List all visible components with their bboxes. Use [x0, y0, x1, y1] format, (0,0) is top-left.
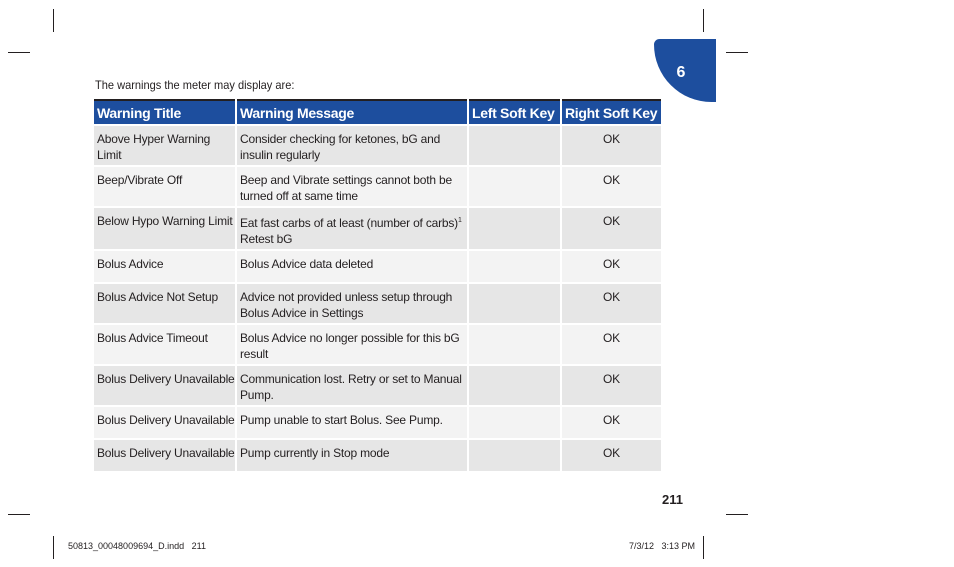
- table-header-row: [94, 100, 661, 125]
- intro-text: The warnings the meter may display are:: [95, 78, 295, 92]
- right-soft-key-cell: OK: [561, 207, 661, 250]
- warning-title-cell: Bolus Delivery Unavailable: [94, 406, 236, 439]
- table-row: [94, 439, 661, 471]
- warning-message-cell: Pump unable to start Bolus. See Pump.: [236, 406, 468, 439]
- warning-message-cell: [236, 207, 468, 250]
- warning-title-cell: Bolus Delivery Unavailable: [94, 365, 236, 406]
- left-soft-key-cell: [468, 324, 561, 365]
- crop-mark-bottom-right-vertical: [703, 536, 704, 559]
- crop-mark-top-left-vertical: [53, 9, 54, 32]
- warning-title-cell: Above Hyper Warning Limit: [94, 125, 236, 166]
- left-soft-key-cell: [468, 125, 561, 166]
- left-soft-key-cell: [468, 406, 561, 439]
- warning-message-cell: Advice not provided unless setup through Bolus Advice in Settings: [236, 283, 468, 324]
- crop-mark-bottom-right-horizontal: [726, 514, 748, 515]
- header-warning-title: Warning Title: [94, 100, 236, 125]
- right-soft-key-cell: OK: [561, 439, 661, 471]
- table-row: [94, 283, 661, 324]
- table-row: [94, 324, 661, 365]
- table-row: [94, 406, 661, 439]
- table-row: [94, 166, 661, 207]
- slug-file-info: 50813_00048009694_D.indd 211: [68, 541, 206, 551]
- warning-message-line: Eat fast carbs of at least (number of carbs): [240, 216, 458, 230]
- left-soft-key-cell: [468, 166, 561, 207]
- warning-message-cell: Communication lost. Retry or set to Manual Pump.: [236, 365, 468, 406]
- crop-mark-top-right-horizontal: [726, 52, 748, 53]
- warnings-table: [94, 99, 661, 471]
- left-soft-key-cell: [468, 250, 561, 283]
- right-soft-key-cell: OK: [561, 250, 661, 283]
- right-soft-key-cell: OK: [561, 166, 661, 207]
- right-soft-key-cell: OK: [561, 283, 661, 324]
- chapter-number: 6: [676, 64, 686, 81]
- warning-message-cell: Bolus Advice no longer possible for this bG result: [236, 324, 468, 365]
- warning-message-cell: Pump currently in Stop mode: [236, 439, 468, 471]
- warning-title-cell: Bolus Advice Timeout: [94, 324, 236, 365]
- right-soft-key-cell: OK: [561, 324, 661, 365]
- page-number: 211: [662, 492, 683, 507]
- left-soft-key-cell: [468, 365, 561, 406]
- right-soft-key-cell: OK: [561, 406, 661, 439]
- table-row: [94, 125, 661, 166]
- warning-title-cell: Below Hypo Warning Limit: [94, 207, 236, 250]
- warning-title-cell: Bolus Delivery Unavailable: [94, 439, 236, 471]
- chapter-tab: [654, 39, 716, 102]
- warning-message-line: Retest bG: [240, 232, 293, 246]
- table-row: [94, 365, 661, 406]
- right-soft-key-cell: OK: [561, 365, 661, 406]
- warning-message-cell: Beep and Vibrate settings cannot both be turned off at same time: [236, 166, 468, 207]
- crop-mark-bottom-left-vertical: [53, 536, 54, 559]
- slug-date-info: 7/3/12 3:13 PM: [629, 541, 696, 551]
- table-row: [94, 250, 661, 283]
- header-left-soft-key: Left Soft Key: [468, 100, 561, 125]
- right-soft-key-cell: OK: [561, 125, 661, 166]
- warning-title-cell: Beep/Vibrate Off: [94, 166, 236, 207]
- table-row: [94, 207, 661, 250]
- footnote-marker: 1: [457, 217, 462, 224]
- warning-title-cell: Bolus Advice: [94, 250, 236, 283]
- crop-mark-top-left-horizontal: [8, 52, 30, 53]
- header-right-soft-key: Right Soft Key: [561, 100, 661, 125]
- warning-message-cell: Consider checking for ketones, bG and insulin regularly: [236, 125, 468, 166]
- warning-message-cell: Bolus Advice data deleted: [236, 250, 468, 283]
- left-soft-key-cell: [468, 207, 561, 250]
- left-soft-key-cell: [468, 439, 561, 471]
- left-soft-key-cell: [468, 283, 561, 324]
- header-warning-message: Warning Message: [236, 100, 468, 125]
- crop-mark-top-right-vertical: [703, 9, 704, 32]
- crop-mark-bottom-left-horizontal: [8, 514, 30, 515]
- warning-title-cell: Bolus Advice Not Setup: [94, 283, 236, 324]
